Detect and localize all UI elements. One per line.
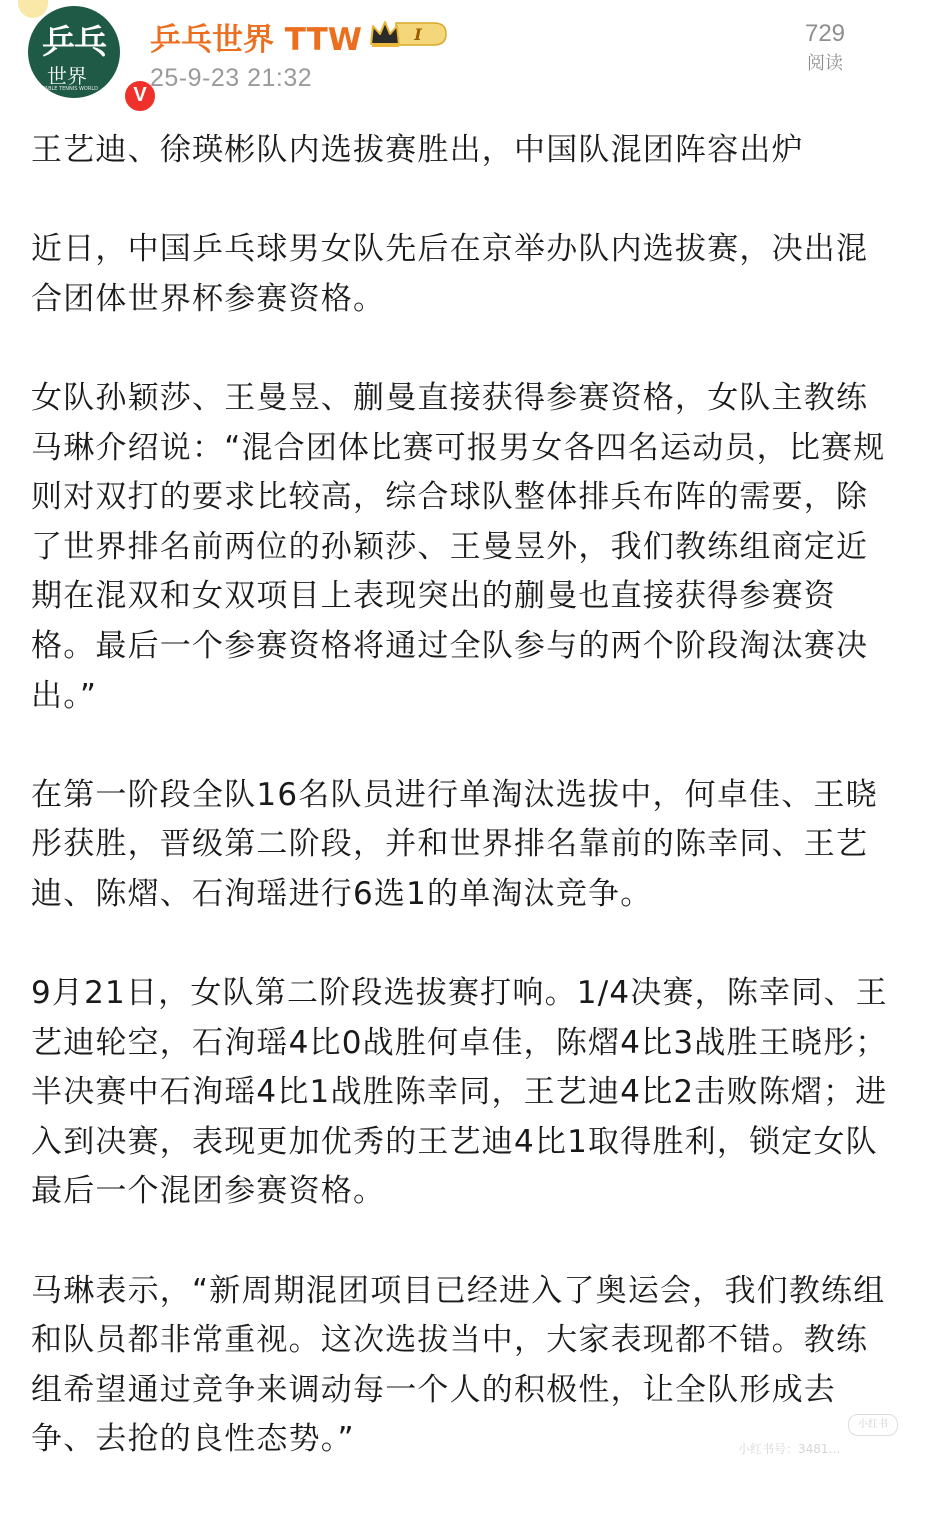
paragraph: 近日，中国乒乓球男女队先后在京举办队内选拔赛，决出混合团体世界杯参赛资格。 [31, 231, 869, 317]
post-timestamp: 25-9-23 21:32 [150, 64, 313, 92]
avatar-text-bottom: 世界 [47, 64, 87, 88]
post-header [0, 0, 928, 120]
avatar-image [28, 6, 120, 98]
watermark-text: 小红书号：3481… [738, 1442, 841, 1456]
post-title: 王艺迪、徐瑛彬队内选拔赛胜出，中国队混团阵容出炉 [31, 132, 804, 168]
avatar-subtext: TABLE TENNIS WORLD [42, 86, 98, 92]
level-badge-text: I [414, 25, 422, 44]
avatar-text-top: 乒乓 [42, 22, 106, 61]
reads-count: 729 [804, 20, 846, 47]
post-body [31, 126, 899, 1515]
verified-icon: V [122, 78, 158, 114]
paragraph: 在第一阶段全队16名队员进行单淘汰选拔中，何卓佳、王晓彤获胜，晋级第二阶段，并和世界排名靠前的陈幸同、王艺迪、陈熠、石洵瑶进行6选1的单淘汰竞争。 [31, 776, 878, 912]
watermark-logo: 小红书 [848, 1414, 898, 1436]
avatar[interactable] [28, 6, 147, 106]
paragraph: 马琳表示，“新周期混团项目已经进入了奥运会，我们教练组和队员都非常重视。这次选拔当中，大家表现都不错。教练组希望通过竞争来调动每一个人的积极性，让全队形成去争、去抢的良性态势。” [31, 1272, 886, 1458]
crown-shape [371, 22, 399, 44]
crown-icon[interactable] [368, 18, 450, 50]
reads-label: 阅读 [807, 53, 843, 74]
paragraph: 女队孙颖莎、王曼昱、蒯曼直接获得参赛资格，女队主教练马琳介绍说：“混合团体比赛可报男女各四名运动员，比赛规则对双打的要求比较高，综合球队整体排兵布阵的需要，除了世界排名前两位的孙颖莎、王曼昱外，我们教练组商定近期在混双和女双项目上表现突出的蒯曼也直接获得参赛资格。最后一个参赛资格将通过全队参与的两个阶段淘汰赛决出。” [31, 379, 886, 714]
author-name[interactable]: 乒乓世界 TTW [150, 22, 362, 58]
paragraph: 9月21日，女队第二阶段选拔赛打响。1/4决赛，陈幸同、王艺迪轮空，石洵瑶4比0战胜何卓佳，陈熠4比3战胜王晓彤；半决赛中石洵瑶4比1战胜陈幸同，王艺迪4比2击败陈熠；进入到决赛，表现更加优秀的王艺迪4比1取得胜利，锁定女队最后一个混团参赛资格。 [31, 975, 888, 1210]
crown-base [372, 43, 399, 47]
